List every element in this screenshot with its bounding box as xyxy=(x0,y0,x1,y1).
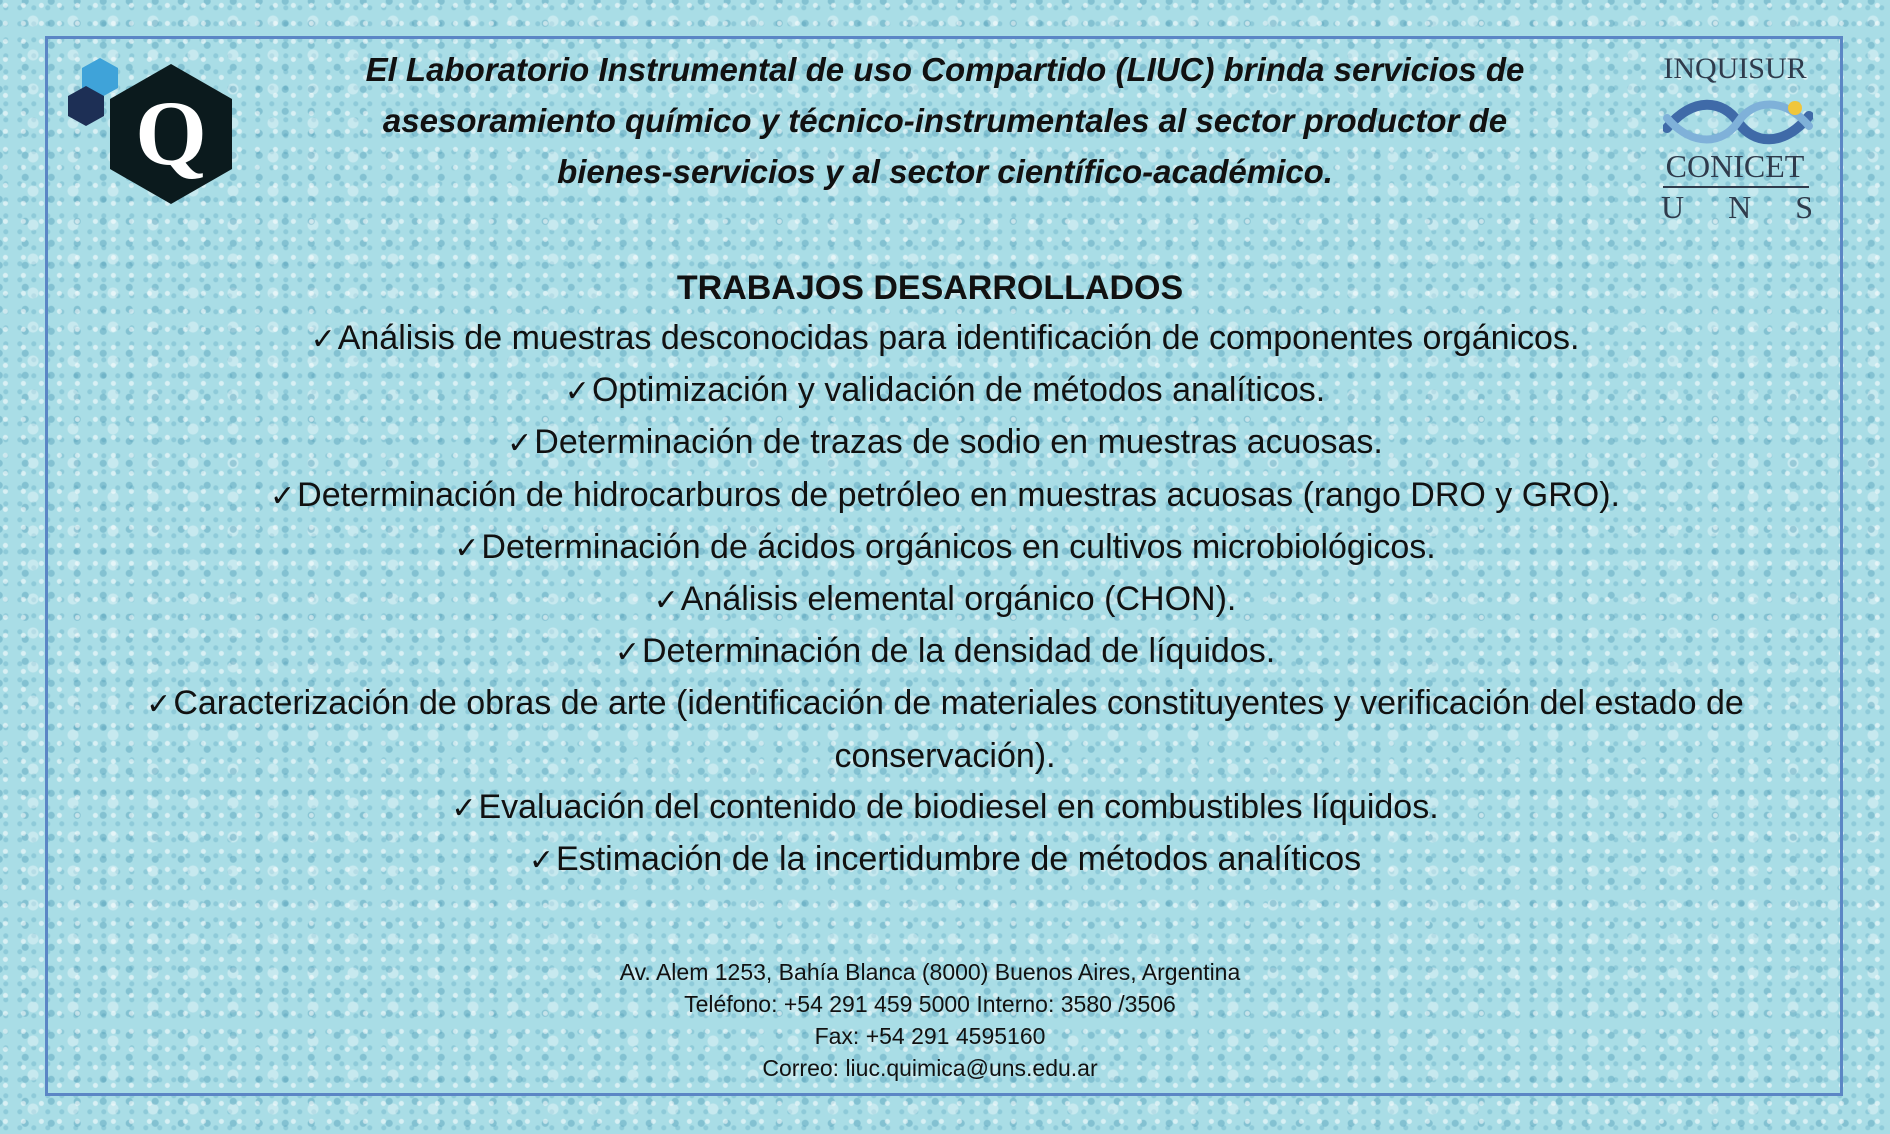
uns-letter-u: U xyxy=(1661,189,1685,225)
list-item-text: Determinación de ácidos orgánicos en cultivos microbiológicos. xyxy=(481,527,1436,566)
conicet-wave-icon xyxy=(1663,92,1813,152)
checkmark-icon: ✓ xyxy=(270,478,296,514)
list-item-text: Evaluación del contenido de biodiesel en combustibles líquidos. xyxy=(478,787,1439,826)
list-item xyxy=(80,678,1810,781)
q-hexagon-logo xyxy=(62,52,240,212)
checkmark-icon: ✓ xyxy=(310,322,336,357)
inquisur-text: INQUISUR xyxy=(1663,52,1807,85)
list-item xyxy=(80,782,1810,834)
list-item-text: Determinación de la densidad de líquidos. xyxy=(641,632,1276,671)
list-item-text: Estimación de la incertidumbre de métodos analíticos xyxy=(556,840,1362,879)
conicet-text: CONICET xyxy=(1665,148,1805,184)
inquisur-conicet-uns-logo xyxy=(1655,52,1815,225)
contact-block xyxy=(0,956,1860,1084)
list-item xyxy=(80,365,1810,417)
list-item xyxy=(80,470,1810,522)
logo-divider xyxy=(1663,186,1809,188)
checkmark-icon: ✓ xyxy=(451,790,477,826)
intro-line-1: El Laboratorio Instrumental de uso Compartido (LIUC) brinda servicios de xyxy=(365,51,1525,88)
address-text: Av. Alem 1253, Bahía Blanca (8000) Buenos Aires, Argentina xyxy=(619,959,1241,985)
checkmark-icon: ✓ xyxy=(507,426,533,462)
checkmark-icon: ✓ xyxy=(614,635,640,671)
section-title: TRABAJOS DESARROLLADOS xyxy=(676,269,1184,307)
uns-letter-n: N xyxy=(1728,189,1752,225)
checkmark-icon: ✓ xyxy=(564,374,590,410)
checkmark-icon: ✓ xyxy=(146,687,172,723)
checkmark-icon: ✓ xyxy=(653,583,679,619)
uns-letter-s: S xyxy=(1795,189,1813,225)
list-item xyxy=(80,522,1810,574)
list-item-text: Determinación de hidrocarburos de petróleo en muestras acuosas (rango DRO y GRO). xyxy=(297,475,1620,514)
list-item-text: Análisis de muestras desconocidas para identificación de componentes orgánicos. xyxy=(337,319,1580,357)
list-item-text: Análisis elemental orgánico (CHON). xyxy=(680,580,1237,619)
sun-icon xyxy=(1788,101,1802,115)
list-item xyxy=(80,574,1810,626)
uns-text xyxy=(1661,189,1813,226)
list-item-text: Determinación de trazas de sodio en muestras acuosas. xyxy=(534,423,1383,462)
fax-text: Fax: +54 291 4595160 xyxy=(814,1023,1046,1049)
intro-line-2: asesoramiento químico y técnico-instrumentales al sector productor de xyxy=(382,102,1508,139)
email-text: Correo: liuc.quimica@uns.edu.ar xyxy=(762,1055,1098,1081)
list-item xyxy=(80,417,1810,469)
list-item-text: Optimización y validación de métodos analíticos. xyxy=(591,371,1326,410)
list-item xyxy=(80,313,1810,365)
list-item xyxy=(80,626,1810,678)
intro-line-3: bienes-servicios y al sector científico-académico. xyxy=(557,153,1333,190)
intro-paragraph xyxy=(270,44,1620,197)
checkmark-icon: ✓ xyxy=(528,843,555,879)
q-letter: Q xyxy=(135,82,207,184)
phone-text: Teléfono: +54 291 459 5000 Interno: 3580 /3506 xyxy=(684,991,1176,1017)
work-list xyxy=(80,313,1810,886)
list-item-text: Caracterización de obras de arte (identificación de materiales constituyentes y verificación del estado de conservación). xyxy=(173,684,1744,775)
checkmark-icon: ✓ xyxy=(454,530,480,566)
list-item xyxy=(80,834,1810,886)
